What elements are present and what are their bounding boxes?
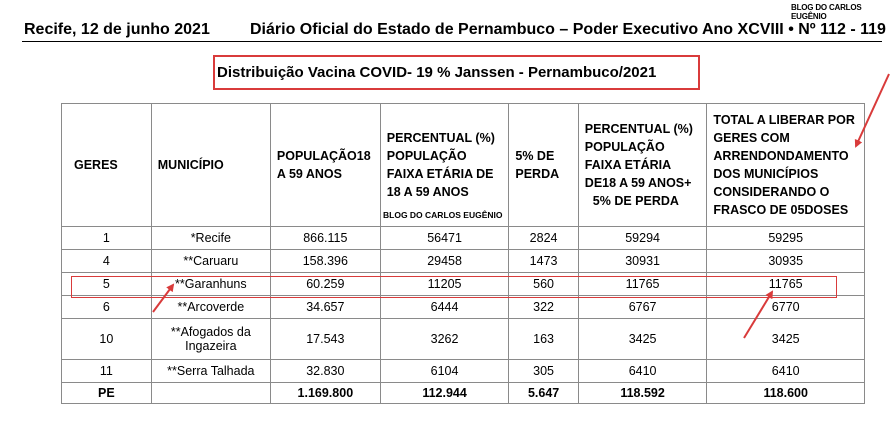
header-percentual-perda-sub: 5% DE PERDA (592, 194, 679, 208)
header-percentual: PERCENTUAL (%) POPULAÇÃO FAIXA ETÁRIA DE 18 A 59 ANOS (380, 104, 509, 227)
cell-percentual: 29458 (380, 250, 509, 273)
cell-geres: 10 (62, 319, 152, 360)
cell-geres: 4 (62, 250, 152, 273)
cell-municipio: **Serra Talhada (151, 360, 270, 383)
table-row (62, 319, 865, 360)
cell-percentual-perda: 11765 (578, 273, 707, 296)
table-total-row (62, 383, 865, 404)
header-perda: 5% DE PERDA (509, 104, 578, 227)
cell-municipio: *Recife (151, 227, 270, 250)
cell-percentual: 112.944 (380, 383, 509, 404)
cell-percentual: 6104 (380, 360, 509, 383)
cell-perda: 1473 (509, 250, 578, 273)
cell-total: 3425 (707, 319, 865, 360)
cell-percentual: 6444 (380, 296, 509, 319)
cell-percentual: 56471 (380, 227, 509, 250)
cell-geres: 6 (62, 296, 152, 319)
cell-municipio-line2: Ingazeira (185, 339, 237, 353)
cell-geres: 11 (62, 360, 152, 383)
cell-total: 30935 (707, 250, 865, 273)
vaccine-distribution-table (61, 103, 865, 404)
cell-populacao: 34.657 (270, 296, 380, 319)
cell-perda: 163 (509, 319, 578, 360)
cell-percentual-perda: 118.592 (578, 383, 707, 404)
cell-populacao: 158.396 (270, 250, 380, 273)
watermark-top: BLOG DO CARLOS EUGÊNIO (791, 3, 862, 21)
cell-percentual-perda: 30931 (578, 250, 707, 273)
document-title: Distribuição Vacina COVID- 19 % Janssen - Pernambuco/2021 (217, 64, 657, 81)
cell-municipio-line1: **Afogados da (170, 325, 251, 339)
header-rule (22, 41, 882, 42)
cell-municipio: **Arcoverde (151, 296, 270, 319)
row-highlight-box (71, 276, 837, 298)
header-percentual-perda-main: PERCENTUAL (%) POPULAÇÃO FAIXA ETÁRIA DE18 A 59 ANOS+ (584, 122, 693, 190)
cell-percentual-perda: 59294 (578, 227, 707, 250)
cell-percentual-perda: 3425 (578, 319, 707, 360)
header-municipio: MUNICÍPIO (151, 104, 270, 227)
table-row (62, 227, 865, 250)
cell-municipio: **Garanhuns (151, 273, 270, 296)
cell-total: 118.600 (707, 383, 865, 404)
cell-geres: 1 (62, 227, 152, 250)
cell-perda: 305 (509, 360, 578, 383)
cell-percentual-perda: 6767 (578, 296, 707, 319)
cell-total: 6410 (707, 360, 865, 383)
cell-populacao: 32.830 (270, 360, 380, 383)
header-date: Recife, 12 de junho 2021 (24, 21, 210, 38)
page-header (24, 17, 886, 39)
table-row (62, 360, 865, 383)
header-populacao: POPULAÇÃO18 A 59 ANOS (270, 104, 380, 227)
cell-perda: 2824 (509, 227, 578, 250)
table-row (62, 250, 865, 273)
header-total: TOTAL A LIBERAR POR GERES COM ARRENDONDAMENTO DOS MUNICÍPIOS CONSIDERANDO O FRASCO DE 05DOSES (707, 104, 865, 227)
header-journal: Diário Oficial do Estado de Pernambuco – Poder Executivo Ano XCVIII • Nº 112 - 119 (250, 21, 886, 38)
cell-percentual: 3262 (380, 319, 509, 360)
cell-perda: 322 (509, 296, 578, 319)
header-geres: GERES (62, 104, 152, 227)
cell-populacao: 866.115 (270, 227, 380, 250)
cell-percentual-perda: 6410 (578, 360, 707, 383)
cell-geres: 5 (62, 273, 152, 296)
cell-total: 6770 (707, 296, 865, 319)
header-percentual-perda (578, 104, 707, 227)
cell-municipio (151, 383, 270, 404)
watermark-mid: BLOG DO CARLOS EUGÊNIO (383, 210, 503, 220)
cell-populacao: 1.169.800 (270, 383, 380, 404)
table-header-row (62, 104, 865, 227)
cell-perda: 5.647 (509, 383, 578, 404)
cell-geres: PE (62, 383, 152, 404)
cell-perda: 560 (509, 273, 578, 296)
cell-populacao: 60.259 (270, 273, 380, 296)
cell-total: 11765 (707, 273, 865, 296)
table-row (62, 296, 865, 319)
cell-total: 59295 (707, 227, 865, 250)
cell-populacao: 17.543 (270, 319, 380, 360)
cell-municipio: **Caruaru (151, 250, 270, 273)
cell-municipio (151, 319, 270, 360)
cell-percentual: 11205 (380, 273, 509, 296)
